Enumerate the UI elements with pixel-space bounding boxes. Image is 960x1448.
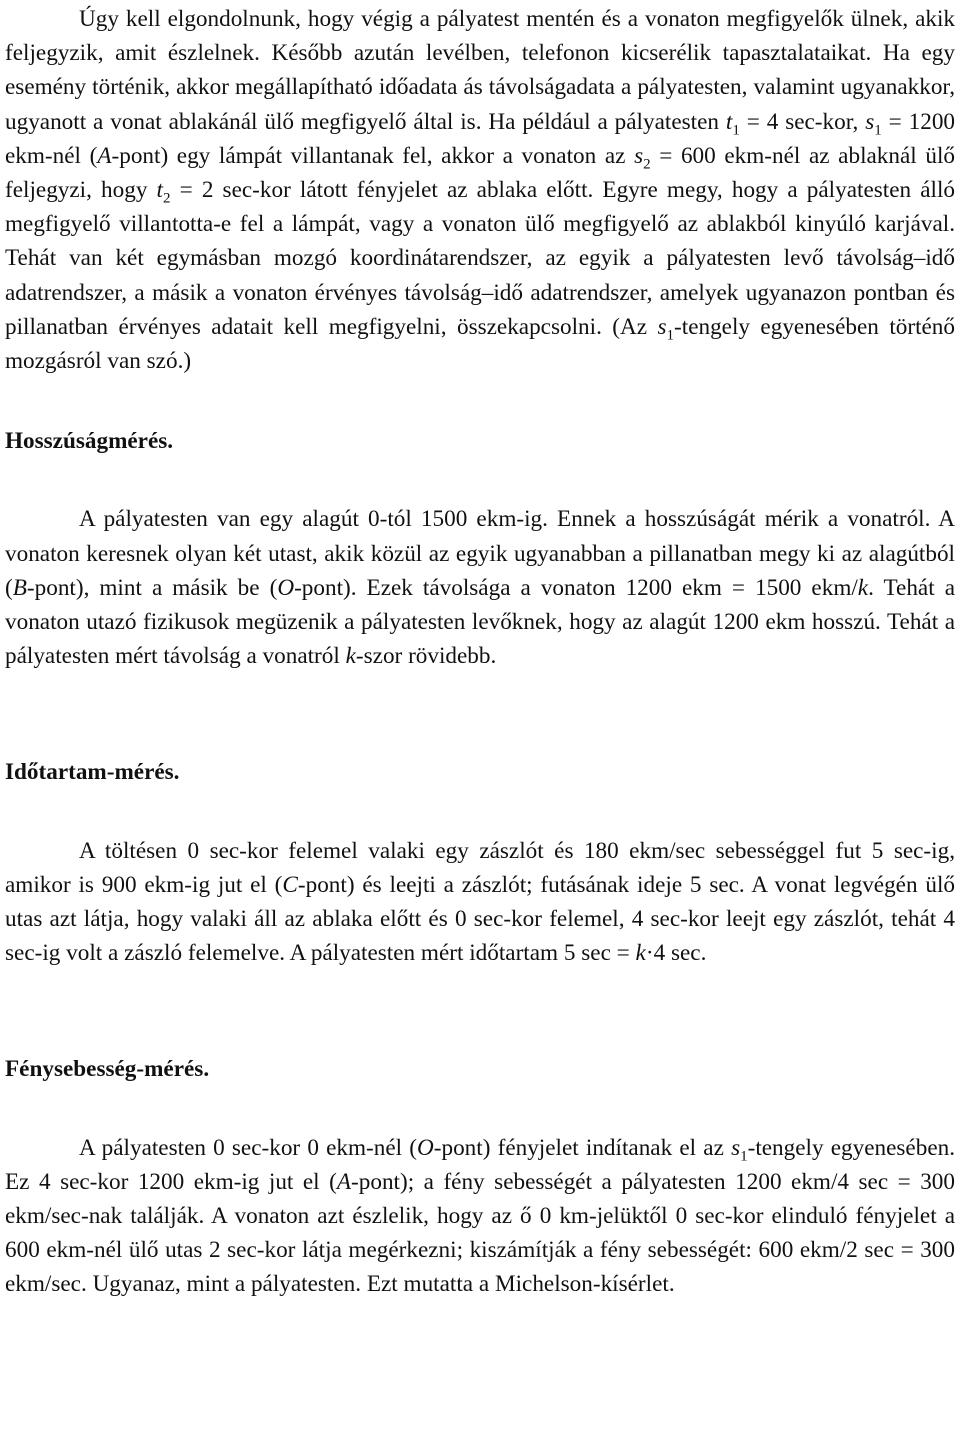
italic-symbol: O [277, 574, 295, 601]
text-run: A töltésen 0 sec-kor felemel valaki egy zászlót és 180 ekm/sec sebességgel fut 5 sec-ig, amikor is 900 ekm-ig jut el ( [5, 837, 955, 898]
text-run: = 2 sec-kor látott fényjelet az ablaka előtt. Egyre megy, hogy a pályatesten álló megfigyelő villantotta-e fel a lámpát, vagy a vonaton ülő megfigyelő az ablakból kinyúló karjával. Tehát van két egymásban mozgó koordinátarendszer, az egyik a pályatesten levő távolság–idő adatrendszer, a másik a vonaton érvényes távolság–idő adatrendszer, amelyek ugyanazon pontban és pillanatban érvényes adatait kell megfigyelni, összekapcsolni. (Az [5, 177, 955, 340]
italic-symbol: k [345, 643, 356, 670]
italic-symbol: A [336, 1168, 352, 1195]
italic-symbol: s [865, 108, 875, 135]
italic-symbol: s [634, 142, 644, 169]
paragraph [5, 502, 955, 673]
italic-symbol: A [97, 142, 112, 169]
text-run: ·4 sec. [645, 940, 707, 967]
text-run: -szor rövidebb. [355, 643, 497, 670]
text-run: -pont). Ezek távolsága a vonaton 1200 ekm = 1500 ekm/ [294, 574, 858, 601]
subscript-text: 2 [163, 190, 171, 207]
text-run: -tengely egyenesében történő mozgásról van szó.) [5, 313, 955, 375]
text-run: -pont) egy lámpát villantanak fel, akkor a vonaton az [111, 142, 635, 169]
section-intro [5, 2, 955, 378]
italic-symbol: k [635, 940, 646, 967]
text-run: = 4 sec-kor, [739, 108, 866, 135]
italic-symbol: k [857, 574, 869, 601]
text-run: . Tehát a vonaton utazó fizikusok megüzenik a pályatesten levőknek, hogy az alagút 1200 ekm hosszú. Tehát a pályatesten mért távolság a vonatról [5, 574, 955, 670]
section-heading: Fénysebesség-mérés. [5, 1056, 210, 1083]
subscript-text: 2 [643, 156, 651, 173]
section-time-measurement [5, 755, 955, 970]
section-heading: Hosszúságmérés. [5, 428, 174, 455]
subscript-text: 1 [666, 327, 675, 344]
text-run: -pont), mint a másik be ( [26, 574, 278, 601]
subscript-text: 1 [740, 1148, 748, 1165]
section-light-speed-measurement [5, 1052, 955, 1301]
text-run: -pont) fényjelet indítanak el az [433, 1134, 732, 1161]
text-run: -pont); a fény sebességét a pályatesten 1200 ekm/4 sec = 300 ekm/sec-nak találják. A vonaton azt észlelik, hogy az ő 0 km-jelüktől 0 sec-kor elinduló fényjelet a 600 ekm-nél ülő utas 2 sec-kor látja megérkezni; kiszámítják a fény sebességét: 600 ekm/2 sec = 300 ekm/sec. Ugyanaz, mint a pályatesten. Ezt mutatta a Michelson-kísérlet. [5, 1168, 955, 1298]
text-run: Úgy kell elgondolnunk, hogy végig a pályatest mentén és a vonaton megfigyelők ülnek, akik feljegyzik, amit észlelnek. Később azután levélben, telefonon kicserélik tapasztalataikat. Ha egy esemény történik, akkor megállapítható időadata ás távolságadata a pályatesten, valamint ugyanakkor, ugyanott a vonat ablakánál ülő megfigyelő által is. Ha például a pályatesten [5, 6, 955, 135]
text-run: A pályatesten 0 sec-kor 0 ekm-nél ( [79, 1134, 417, 1161]
section-heading: Időtartam-mérés. [5, 759, 180, 786]
section-length-measurement [5, 424, 955, 673]
italic-symbol: t [725, 108, 733, 135]
italic-symbol: t [156, 177, 163, 204]
subscript-text: 1 [874, 122, 882, 139]
italic-symbol: O [417, 1134, 434, 1161]
italic-symbol: s [657, 313, 667, 340]
text-run: A pályatesten van egy alagút 0-tól 1500 ekm-ig. Ennek a hosszúságát mérik a vonatról. A vonaton keresnek olyan két utast, akik közül az egyik ugyanabban a pillanatban megy ki az alagútból ( [5, 506, 955, 601]
text-run: = 1200 ekm-nél ( [5, 108, 956, 169]
italic-symbol: B [12, 574, 27, 601]
text-run: = 600 ekm-nél az ablaknál ülő feljegyzi, hogy [5, 142, 955, 204]
subscript-text: 1 [732, 122, 740, 139]
italic-symbol: C [282, 871, 298, 898]
paragraph [5, 1131, 955, 1302]
paragraph [5, 834, 955, 971]
text-run: -tengely egyenesében. Ez 4 sec-kor 1200 ekm-ig jut el ( [5, 1134, 955, 1195]
paragraph [5, 2, 955, 378]
text-run: -pont) és leejti a zászlót; futásának ideje 5 sec. A vonat legvégén ülő utas azt látja, hogy valaki áll az ablaka előtt és 0 sec-kor felemel, 4 sec-kor leejt egy zászlót, tehát 4 sec-ig volt a zászló felemelve. A pályatesten mért időtartam 5 sec = [5, 871, 956, 967]
italic-symbol: s [731, 1134, 741, 1161]
